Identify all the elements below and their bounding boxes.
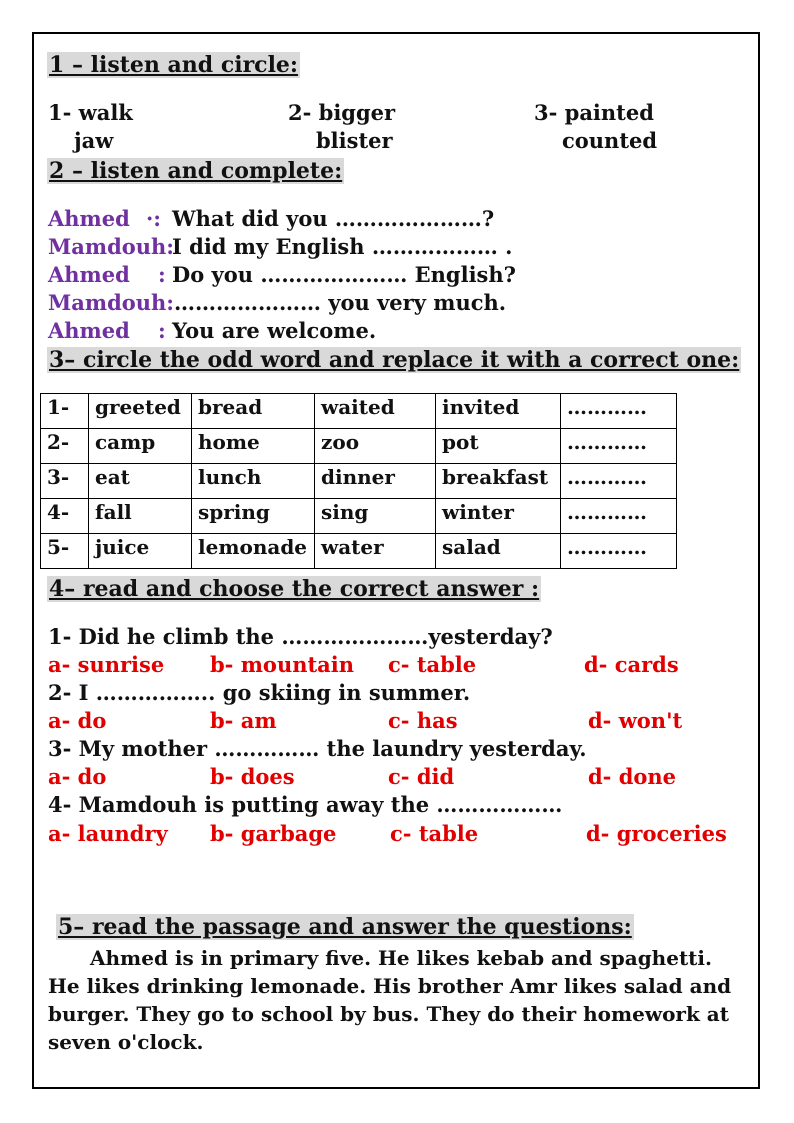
reading-passage: Ahmed is in primary five. He likes kebab and spaghetti. He likes drinking lemonade. His brother Amr likes salad and burger. They go to school by bus. They do their homework at seven o'clock.: [48, 946, 732, 1054]
dialogue-sep-5: :: [158, 318, 166, 343]
s1-item3-word2: counted: [562, 128, 658, 153]
q2-option-d: d- won't: [588, 708, 683, 733]
word-cell: fall: [89, 499, 192, 534]
word-cell: invited: [436, 394, 561, 429]
word-cell: home: [192, 429, 315, 464]
dialogue-line-5: You are welcome.: [172, 318, 377, 343]
row-number: 2-: [41, 429, 89, 464]
dialogue-speaker-4: Mamdouh:: [48, 290, 175, 315]
word-cell: camp: [89, 429, 192, 464]
s1-item2-word1: 2- bigger: [288, 100, 396, 125]
s1-item3-word1: 3- painted: [534, 100, 654, 125]
section1-heading: 1 – listen and circle:: [49, 52, 299, 78]
word-cell: spring: [192, 499, 315, 534]
row-number: 1-: [41, 394, 89, 429]
word-cell: juice: [89, 534, 192, 569]
word-cell: salad: [436, 534, 561, 569]
s1-item2-word2: blister: [316, 128, 393, 153]
q4-option-d: d- groceries: [586, 821, 727, 846]
dialogue-speaker-2: Mamdouh:: [48, 234, 175, 259]
word-cell: pot: [436, 429, 561, 464]
dialogue-sep-3: :: [158, 262, 166, 287]
dialogue-line-1: What did you …………………?: [172, 206, 495, 231]
word-cell: eat: [89, 464, 192, 499]
word-cell: water: [315, 534, 436, 569]
q3-option-b: b- does: [210, 764, 295, 789]
q4-option-b: b- garbage: [210, 821, 337, 846]
word-cell: bread: [192, 394, 315, 429]
section5-heading: 5– read the passage and answer the questions:: [58, 914, 632, 940]
question-4: 4- Mamdouh is putting away the ………………: [48, 792, 563, 817]
question-1: 1- Did he climb the …………………yesterday?: [48, 624, 553, 649]
section3-heading: 3– circle the odd word and replace it with a correct one:: [49, 347, 740, 373]
table-row: [41, 429, 677, 464]
section2-heading: 2 – listen and complete:: [49, 158, 343, 184]
answer-blank: …………: [561, 534, 677, 569]
q3-option-d: d- done: [588, 764, 677, 789]
word-cell: sing: [315, 499, 436, 534]
answer-blank: …………: [561, 394, 677, 429]
q4-option-a: a- laundry: [48, 821, 168, 846]
word-cell: zoo: [315, 429, 436, 464]
odd-word-table: [40, 393, 677, 569]
q4-option-c: c- table: [390, 821, 479, 846]
dialogue-line-3: Do you ………………… English?: [172, 262, 516, 287]
q1-option-c: c- table: [388, 652, 477, 677]
word-cell: breakfast: [436, 464, 561, 499]
answer-blank: …………: [561, 464, 677, 499]
q2-option-a: a- do: [48, 708, 107, 733]
question-3: 3- My mother …………… the laundry yesterday.: [48, 736, 587, 761]
dialogue-line-4: ………………… you very much.: [174, 290, 507, 315]
dialogue-speaker-1: Ahmed: [48, 206, 130, 231]
word-cell: winter: [436, 499, 561, 534]
row-number: 3-: [41, 464, 89, 499]
word-cell: lemonade: [192, 534, 315, 569]
q1-option-d: d- cards: [584, 652, 679, 677]
s1-item1-word2: jaw: [74, 128, 114, 153]
q1-option-a: a- sunrise: [48, 652, 165, 677]
word-cell: greeted: [89, 394, 192, 429]
section4-heading: 4– read and choose the correct answer :: [49, 576, 540, 602]
row-number: 4-: [41, 499, 89, 534]
q3-option-a: a- do: [48, 764, 107, 789]
q1-option-b: b- mountain: [210, 652, 355, 677]
dialogue-speaker-3: Ahmed: [48, 262, 130, 287]
q2-option-b: b- am: [210, 708, 277, 733]
dialogue-speaker-5: Ahmed: [48, 318, 130, 343]
row-number: 5-: [41, 534, 89, 569]
word-cell: waited: [315, 394, 436, 429]
answer-blank: …………: [561, 429, 677, 464]
table-row: [41, 464, 677, 499]
word-cell: dinner: [315, 464, 436, 499]
dialogue-sep-1: ·:: [146, 206, 162, 231]
s1-item1-word1: 1- walk: [48, 100, 133, 125]
table-row: [41, 499, 677, 534]
table-row: [41, 534, 677, 569]
question-2: 2- I …………….. go skiing in summer.: [48, 680, 471, 705]
q2-option-c: c- has: [388, 708, 458, 733]
dialogue-line-2: I did my English ……………… .: [172, 234, 513, 259]
table-row: [41, 394, 677, 429]
word-cell: lunch: [192, 464, 315, 499]
q3-option-c: c- did: [388, 764, 455, 789]
answer-blank: …………: [561, 499, 677, 534]
